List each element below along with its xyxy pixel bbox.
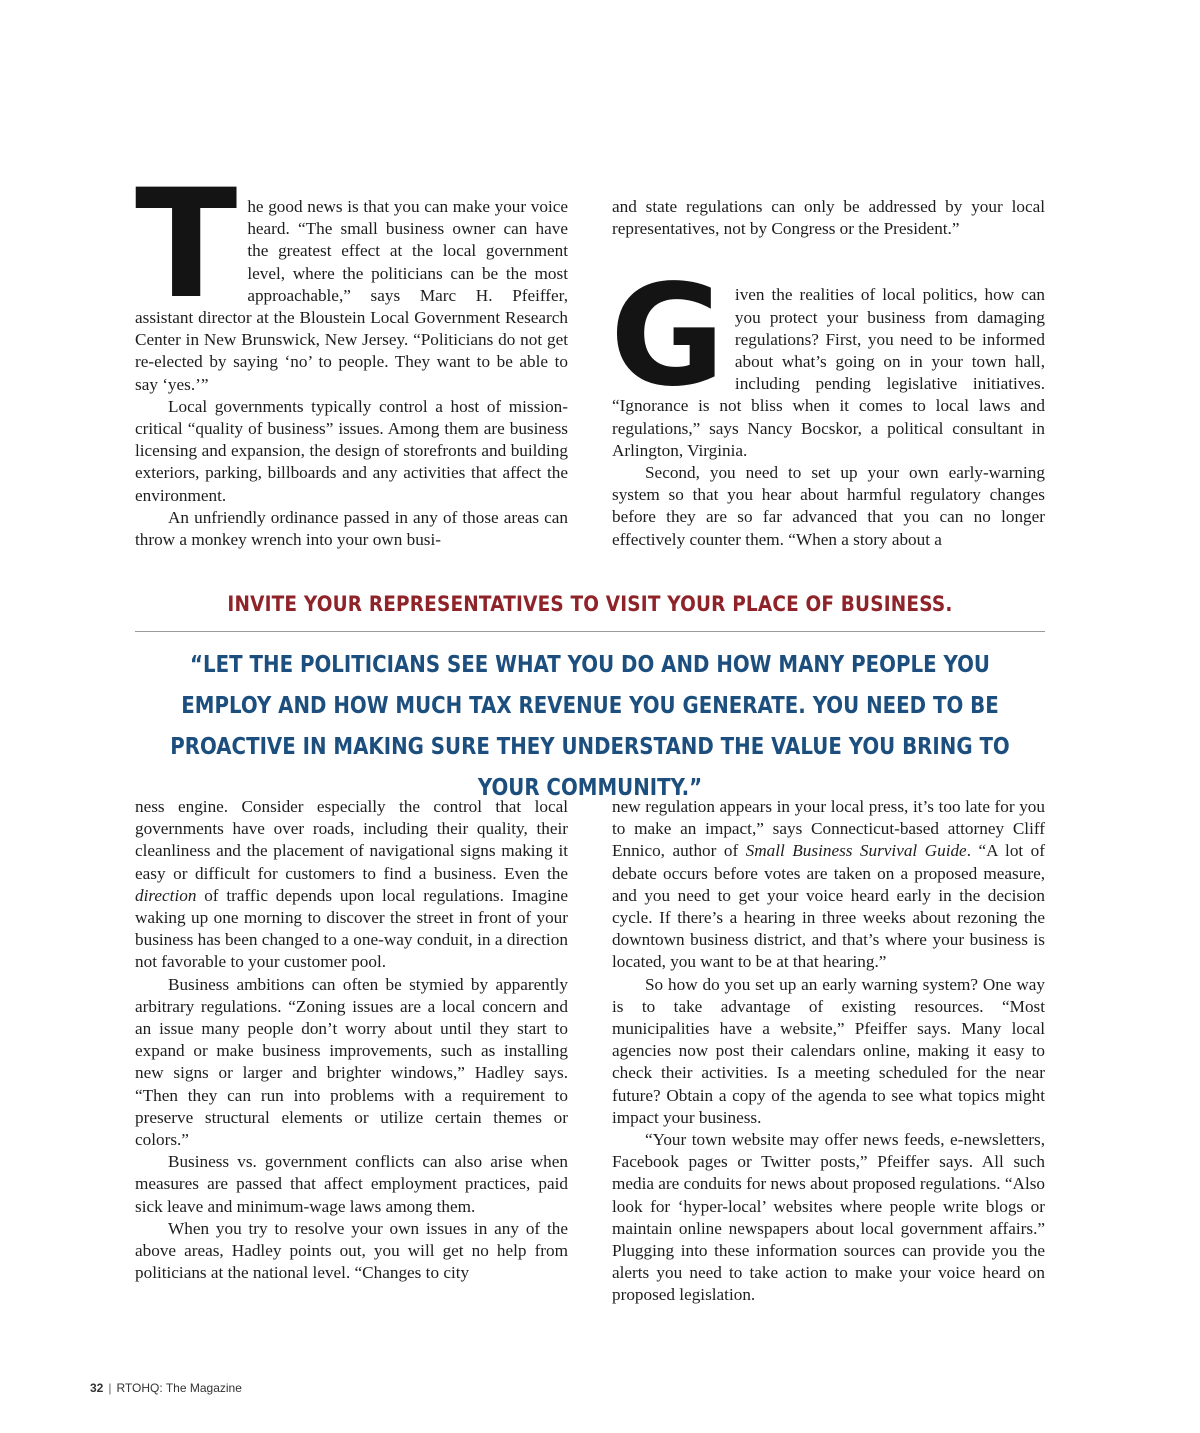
drop-cap-t: T: [135, 158, 238, 332]
paragraph: new regulation appears in your local press, it’s too late for you to make an impact,” says Connecticut-based attorney Cliff Ennico, author of Small Business Survival Guide. “A lot of debate occurs before votes are taken on a proposed measure, and you need to get your voice heard early in the decision cycle. If there’s a hearing in three weeks about rezoning the downtown business district, and that’s where your business is located, you want to be at that hearing.”: [612, 797, 1045, 972]
paragraph: Second, you need to set up your own early-warning system so that you hear about harmful regulatory changes before they are so far advanced that you can no longer effectively counter them. “When a story about a: [612, 463, 1045, 549]
pull-quote: “LET THE POLITICIANS SEE WHAT YOU DO AND HOW MANY PEOPLE YOU EMPLOY AND HOW MUCH TAX REVENUE YOU GENERATE. YOU NEED TO BE PROACTIVE IN MAKING SURE THEY UNDERSTAND THE VALUE YOU BRING TO YOUR COMMUNITY.”: [170, 652, 1010, 801]
footer-separator: |: [108, 1381, 112, 1395]
column-top-right: [612, 196, 1045, 551]
page-number: 32: [90, 1381, 104, 1395]
intro-paragraph: The good news is that you can make your voice heard. “The small business owner can have the greatest effect at the local government level, where the politicians can be the most approachable,” says Marc H. Pfeiffer, assistant director at the Bloustein Local Government Research Center in New Brunswick, New Jersey. “Politicians do not get re-elected by saying ‘no’ to people. They want to be able to say ‘yes.’”: [135, 158, 568, 394]
paragraph: Business vs. government conflicts can also arise when measures are passed that affect employment practices, paid sick leave and minimum-wage laws among them.: [135, 1152, 568, 1216]
paragraph: So how do you set up an early warning system? One way is to take advantage of existing resources. “Most municipalities have a website,” Pfeiffer says. Many local agencies now post their calendars online, making it easy to check their activities. Is a meeting scheduled for the near future? Obtain a copy of the agenda to see what topics might impact your business.: [612, 974, 1045, 1127]
pull-heading: INVITE YOUR REPRESENTATIVES TO VISIT YOUR PLACE OF BUSINESS.: [227, 592, 953, 616]
paragraph: “Your town website may offer news feeds, e-newsletters, Facebook pages or Twitter posts,” Pfeiffer says. All such media are conduits for news about proposed regulations. “Also look for ‘hyper-local’ websites where people write blogs or maintain online newspapers about local government affairs.” Plugging into these information sources can provide you the alerts you need to take action to make your voice heard on proposed legislation.: [612, 1130, 1045, 1305]
paragraph: An unfriendly ordinance passed in any of those areas can throw a monkey wrench into your own busi-: [135, 507, 568, 550]
section-intro-paragraph: Given the realities of local politics, how can you protect your business from damaging regulations? First, you need to be informed about what’s going on in your town hall, including pending legislative initiatives. “Ignorance is not bliss when it comes to local laws and regulations,” says Nancy Bocskor, a political consultant in Arlington, Virginia.: [610, 255, 1045, 460]
paragraph: Business ambitions can often be stymied by apparently arbitrary regulations. “Zoning issues are a local concern and an issue many people don’t worry about until they start to expand or make business improvements, such as installing new signs or larger and brighter windows,” Hadley says. “Then they can run into problems with a requirement to preserve structural elements or utilize certain themes or colors.”: [135, 974, 568, 1150]
column-bottom-left: [135, 796, 568, 1284]
drop-cap-g: G: [610, 255, 725, 419]
column-bottom-right: [612, 796, 1045, 1307]
paragraph: and state regulations can only be addressed by your local representatives, not by Congress or the President.”: [612, 197, 1045, 239]
paragraph: When you try to resolve your own issues in any of the above areas, Hadley points out, you will get no help from politicians at the national level. “Changes to city: [135, 1218, 568, 1283]
page-footer: [90, 1381, 242, 1395]
paragraph: Local governments typically control a host of mission-critical “quality of business” issues. Among them are business licensing and expansion, the design of storefronts and building exteriors, parking, billboards and any activities that affect the environment.: [135, 396, 568, 505]
paragraph: ness engine. Consider especially the control that local governments have over roads, including their quality, their cleanliness and the placement of navigational signs making it easy or difficult for customers to find a business. Even the direction of traffic depends upon local regulations. Imagine waking up one morning to discover the street in front of your business has been changed to a one-way conduit, in a direction not favorable to your customer pool.: [135, 797, 568, 972]
divider: [135, 631, 1045, 632]
publication-name: RTOHQ: The Magazine: [116, 1381, 242, 1395]
column-top-left: [135, 158, 568, 551]
